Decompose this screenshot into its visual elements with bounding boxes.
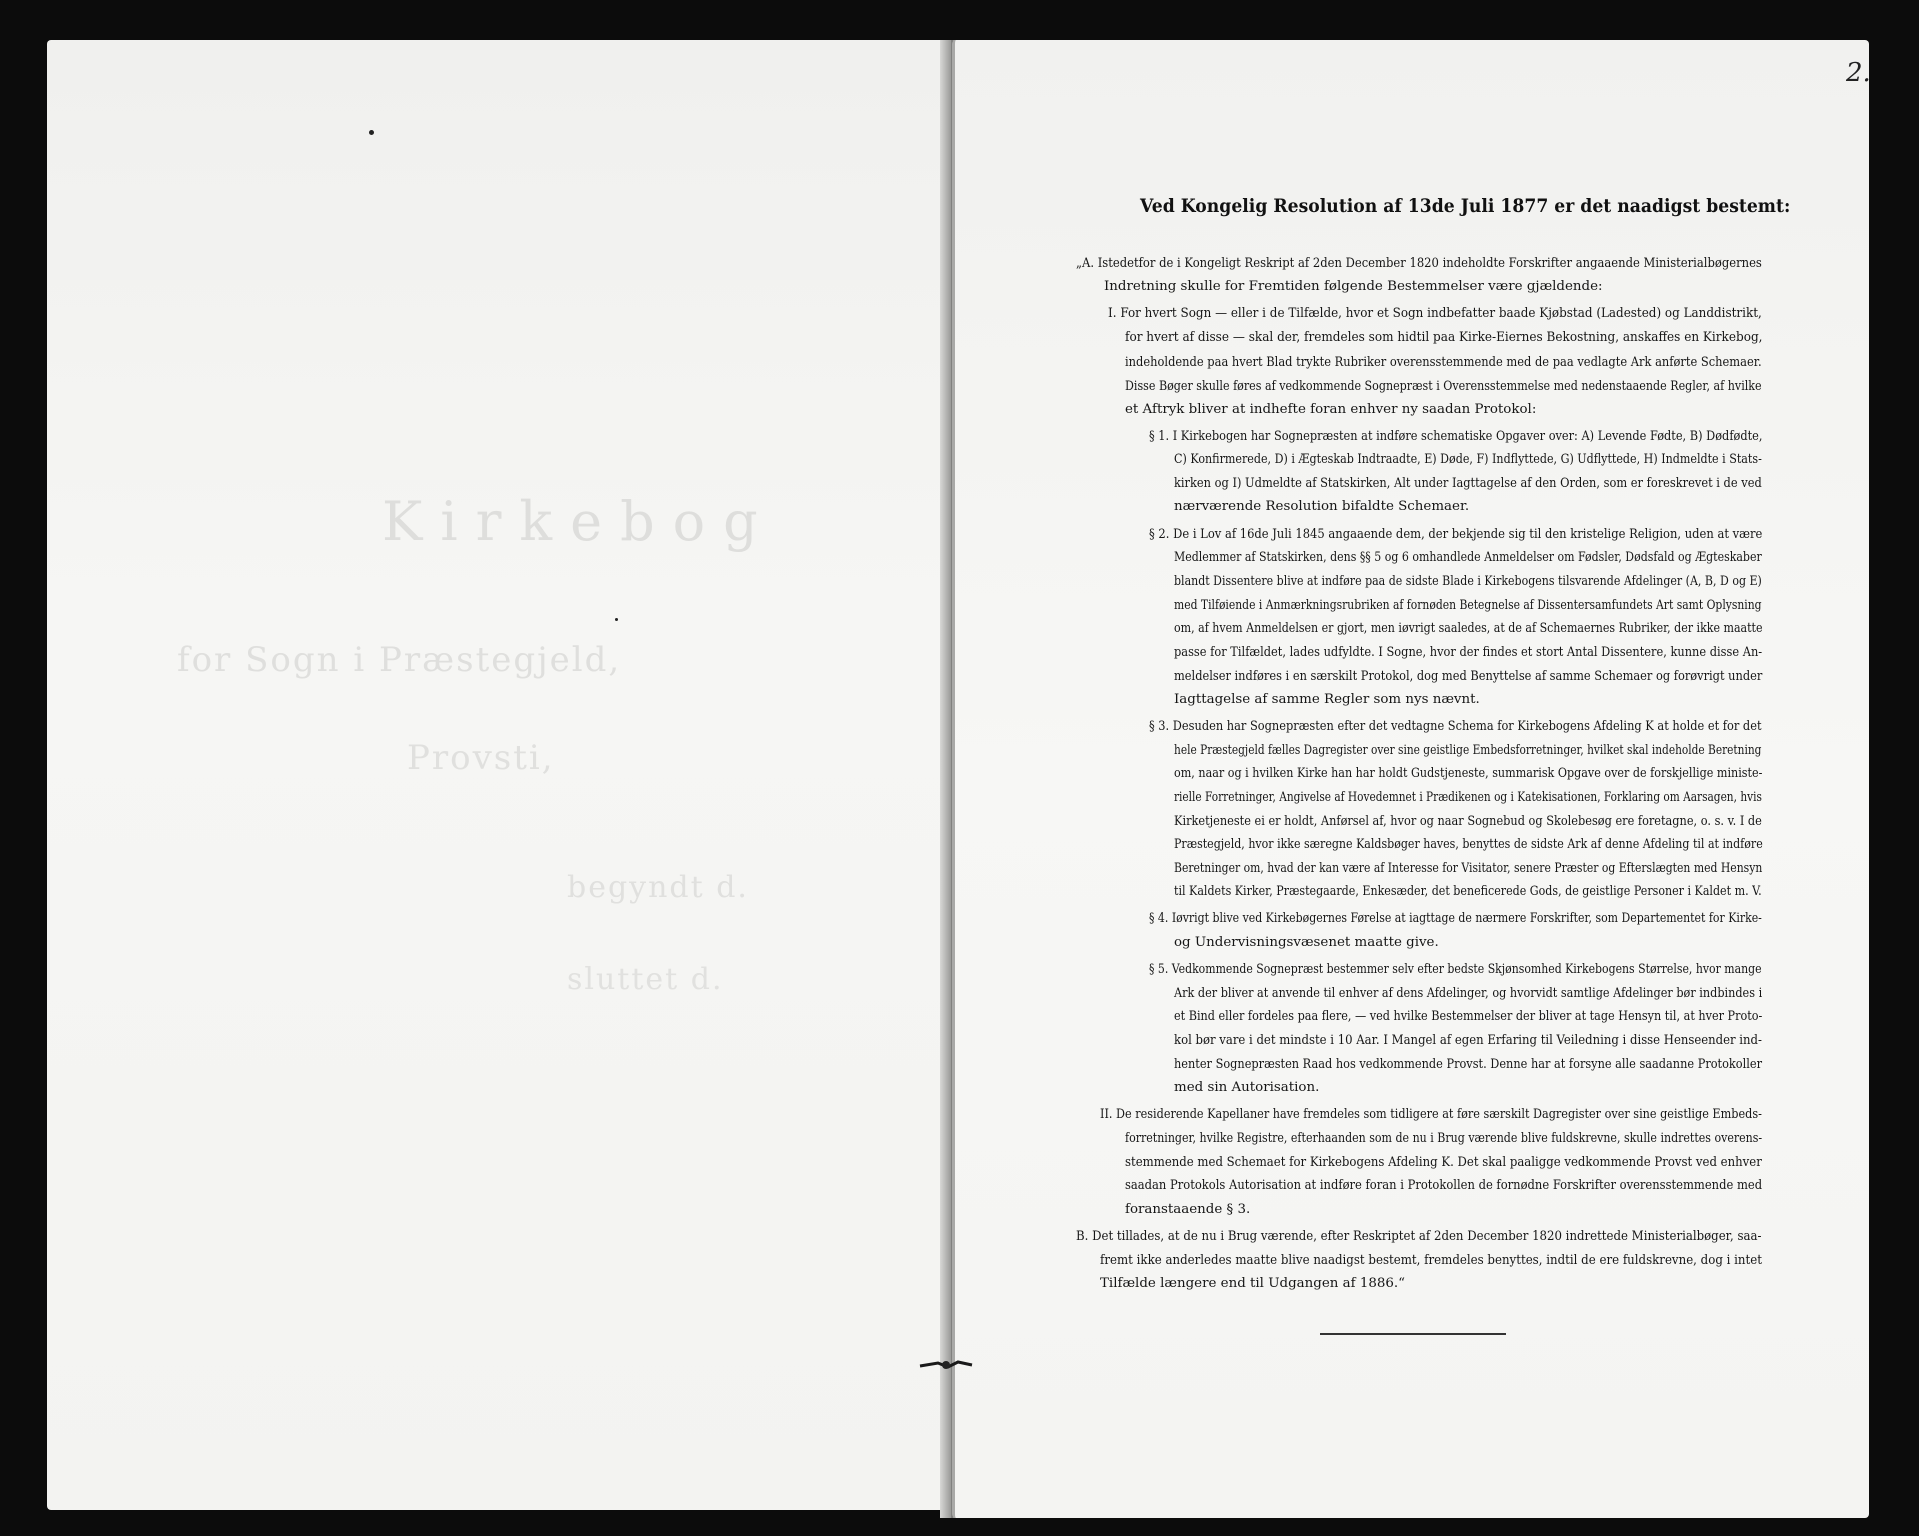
text-line: stemmende med Schemaet for Kirkebogens Afdeling K. Det skal paaligge vedkommende Provst ved enhver — [1125, 1155, 1762, 1170]
text-line: Medlemmer af Statskirken, dens §§ 5 og 6 omhandlede Anmeldelser om Fødsler, Dødsfald og Ægteskaber — [1174, 550, 1762, 565]
text-line: til Kaldets Kirker, Præstegaarde, Enkesæder, det beneficerede Gods, de geistlige Personer i Kaldet m. V. — [1174, 884, 1762, 899]
faded-sluttet-line: sluttet d. — [567, 962, 724, 997]
text-line: passe for Tilfældet, lades udfyldte. I Sogne, hvor der findes et stort Antal Dissentere, kunne disse An- — [1174, 645, 1763, 660]
text-line: nærværende Resolution bifaldte Schemaer. — [1174, 499, 1470, 514]
text-line: meldelser indføres i en særskilt Protokol, dog med Benyttelse af samme Schemaer og forøvrigt under — [1174, 669, 1763, 684]
text-line: Iagttagelse af samme Regler som nys nævnt. — [1174, 692, 1480, 707]
text-line: foranstaaende § 3. — [1125, 1202, 1251, 1217]
text-line: saadan Protokols Autorisation at indføre foran i Protokollen de fornødne Forskrifter overensstemmende med — [1125, 1178, 1763, 1193]
ink-dot — [615, 618, 618, 621]
text-line: „A. Istedetfor de i Kongeligt Reskript af 2den December 1820 indeholdte Forskrifter angaaende Ministerialbøgernes — [1076, 256, 1762, 271]
text-line: et Bind eller fordeles paa flere, — ved hvilke Bestemmelser der bliver at tage Hensyn til, at hver Proto- — [1174, 1009, 1763, 1024]
text-line: II. De residerende Kapellaner have fremdeles som tidligere at føre særskilt Dagregister over sine geistlige Embeds- — [1100, 1107, 1762, 1122]
text-line: kirken og I) Udmeldte af Statskirken, Alt under Iagttagelse af den Orden, som er foreskrevet i de ved — [1174, 476, 1762, 491]
faded-begyndt-line: begyndt d. — [567, 870, 749, 905]
text-line: Indretning skulle for Fremtiden følgende Bestemmelser være gjældende: — [1104, 279, 1603, 294]
text-line: § 2. De i Lov af 16de Juli 1845 angaaende dem, der bekjende sig til den kristelige Religion, uden at være — [1149, 527, 1763, 542]
text-line: Præstegjeld, hvor ikke særegne Kaldsbøger haves, benyttes de sidste Ark af denne Afdeling til at indføre — [1174, 837, 1763, 852]
closing-rule — [1320, 1333, 1506, 1335]
text-line: hele Præstegjeld fælles Dagregister over sine geistlige Embedsforretninger, hvilket skal indeholde Beretning — [1174, 743, 1762, 758]
text-line: rielle Forretninger, Angivelse af Hovedemnet i Prædikenen og i Katekisationen, Forklaring om Aarsagen, hvis — [1174, 790, 1762, 805]
text-line: om, naar og i hvilken Kirke han har holdt Gudstjeneste, summarisk Opgave over de forskjellige ministe- — [1174, 766, 1763, 781]
text-line: B. Det tillades, at de nu i Brug værende, efter Reskriptet af 2den December 1820 indrettede Ministerialbøger, saa- — [1076, 1229, 1762, 1244]
faded-title: Kirkebog — [382, 490, 776, 553]
text-line: blandt Dissentere blive at indføre paa de sidste Blade i Kirkebogens tilsvarende Afdelinger (A, B, D og E) — [1174, 574, 1762, 589]
faded-sogn-line: for Sogn i Præstegjeld, — [177, 640, 622, 680]
text-line: § 5. Vedkommende Sognepræst bestemmer selv efter bedste Skjønsomhed Kirkebogens Størrelse, hvor mange — [1149, 962, 1762, 977]
text-line: kol bør vare i det mindste i 10 Aar. I Mangel af egen Erfaring til Veiledning i disse Henseender ind- — [1174, 1033, 1762, 1048]
text-line: henter Sognepræsten Raad hos vedkommende Provst. Denne har at forsyne alle saadanne Protokoller — [1174, 1057, 1762, 1072]
text-line: med Tilføiende i Anmærkningsrubriken af fornøden Betegnelse af Dissentersamfundets Art samt Oplysning — [1174, 598, 1762, 613]
text-line: § 4. Iøvrigt blive ved Kirkebøgernes Førelse at iagttage de nærmere Forskrifter, som Departementet for Kirke- — [1149, 911, 1762, 926]
text-line: Disse Bøger skulle føres af vedkommende Sognepræst i Overensstemmelse med nedenstaaende Regler, af hvilke — [1125, 379, 1762, 394]
text-line: fremt ikke anderledes maatte blive naadigst bestemt, fremdeles benyttes, indtil de ere fuldskrevne, dog i intet — [1100, 1253, 1762, 1268]
text-line: og Undervisningsvæsenet maatte give. — [1174, 935, 1439, 950]
text-line: forretninger, hvilke Registre, efterhaanden som de nu i Brug værende blive fuldskrevne, skulle indrettes overens- — [1125, 1131, 1763, 1146]
ink-dot — [369, 130, 374, 135]
text-line: C) Konfirmerede, D) i Ægteskab Indtraadte, E) Døde, F) Indflyttede, G) Udflyttede, H) Indmeldte i Stats- — [1174, 452, 1762, 467]
text-line: § 3. Desuden har Sognepræsten efter det vedtagne Schema for Kirkebogens Afdeling K at holde et for det — [1149, 719, 1762, 734]
text-line: I. For hvert Sogn — eller i de Tilfælde, hvor et Sogn indbefatter baade Kjøbstad (Ladested) og Landdistrikt, — [1108, 306, 1762, 321]
binding-thread-icon — [918, 1359, 974, 1371]
text-line: med sin Autorisation. — [1174, 1080, 1320, 1095]
text-line: § 1. I Kirkebogen har Sognepræsten at indføre schematiske Opgaver over: A) Levende Fødte, B) Dødfødte, — [1149, 429, 1763, 444]
text-line: Kirketjeneste ei er holdt, Anførsel af, hvor og naar Sognebud og Skolebesøg ere foretagne, o. s. v. I de — [1174, 814, 1762, 829]
text-line: om, af hvem Anmeldelsen er gjort, men iøvrigt saaledes, at de af Schemaernes Rubriker, der ikke maatte — [1174, 621, 1763, 636]
faded-provsti-line: Provsti, — [407, 738, 555, 778]
text-line: Beretninger om, hvad der kan være af Interesse for Visitator, senere Præster og Efterslægten med Hensyn — [1174, 861, 1763, 876]
text-line: Tilfælde længere end til Udgangen af 1886.“ — [1100, 1276, 1406, 1291]
page-heading: Ved Kongelig Resolution af 13de Juli 1877 er det naadigst bestemt: — [1140, 196, 1791, 217]
text-line: et Aftryk bliver at indhefte foran enhver ny saadan Protokol: — [1125, 402, 1537, 417]
left-page — [47, 40, 950, 1510]
text-line: indeholdende paa hvert Blad trykte Rubriker overensstemmende med de paa vedlagte Ark anførte Schemaer. — [1125, 355, 1762, 370]
text-line: Ark der bliver at anvende til enhver af dens Afdelinger, og hvorvidt samtlige Afdelinger bør indbindes i — [1174, 986, 1763, 1001]
page-number: 2. — [1846, 58, 1871, 88]
text-line: for hvert af disse — skal der, fremdeles som hidtil paa Kirke-Eiernes Bekostning, anskaffes en Kirkebog, — [1125, 330, 1763, 345]
